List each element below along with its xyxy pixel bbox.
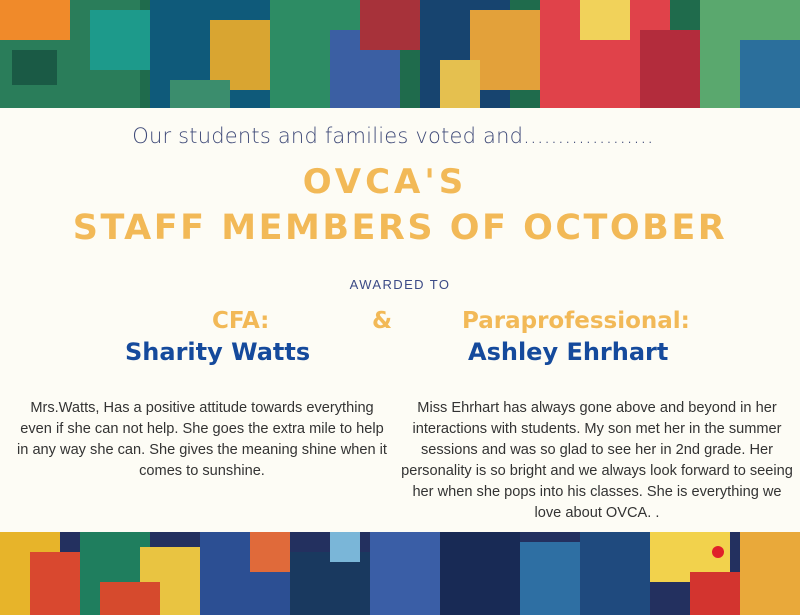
painted-footer-image (0, 532, 800, 615)
intro-text: Our students and families voted and................... (132, 124, 654, 148)
awarded-to-label: AWARDED TO (349, 277, 451, 292)
title-line-2: STAFF MEMBERS OF OCTOBER (72, 208, 728, 248)
role-left: CFA: (212, 308, 270, 334)
description-left: Mrs.Watts, Has a positive attitude towards everything even if she can not help. She goes the extra mile to help in any way she can. She gives the meaning shine when it comes to sunshine. (17, 400, 387, 479)
content-panel (0, 108, 800, 532)
role-right: Paraprofessional: (462, 308, 690, 334)
painted-header-image (0, 0, 800, 108)
title-line-1: OVCA'S (302, 162, 468, 202)
description-right: Miss Ehrhart has always gone above and beyond in her interactions with students. My son met her in the summer sessions and was so glad to see her in 2nd grade. Her personality is so bright and we always look forward to seeing her when she pops into his classes. She is everything we love about OVCA. . (401, 400, 793, 521)
awardee-name-left: Sharity Watts (125, 338, 311, 366)
ampersand: & (372, 308, 393, 334)
awardee-name-right: Ashley Ehrhart (468, 338, 669, 366)
